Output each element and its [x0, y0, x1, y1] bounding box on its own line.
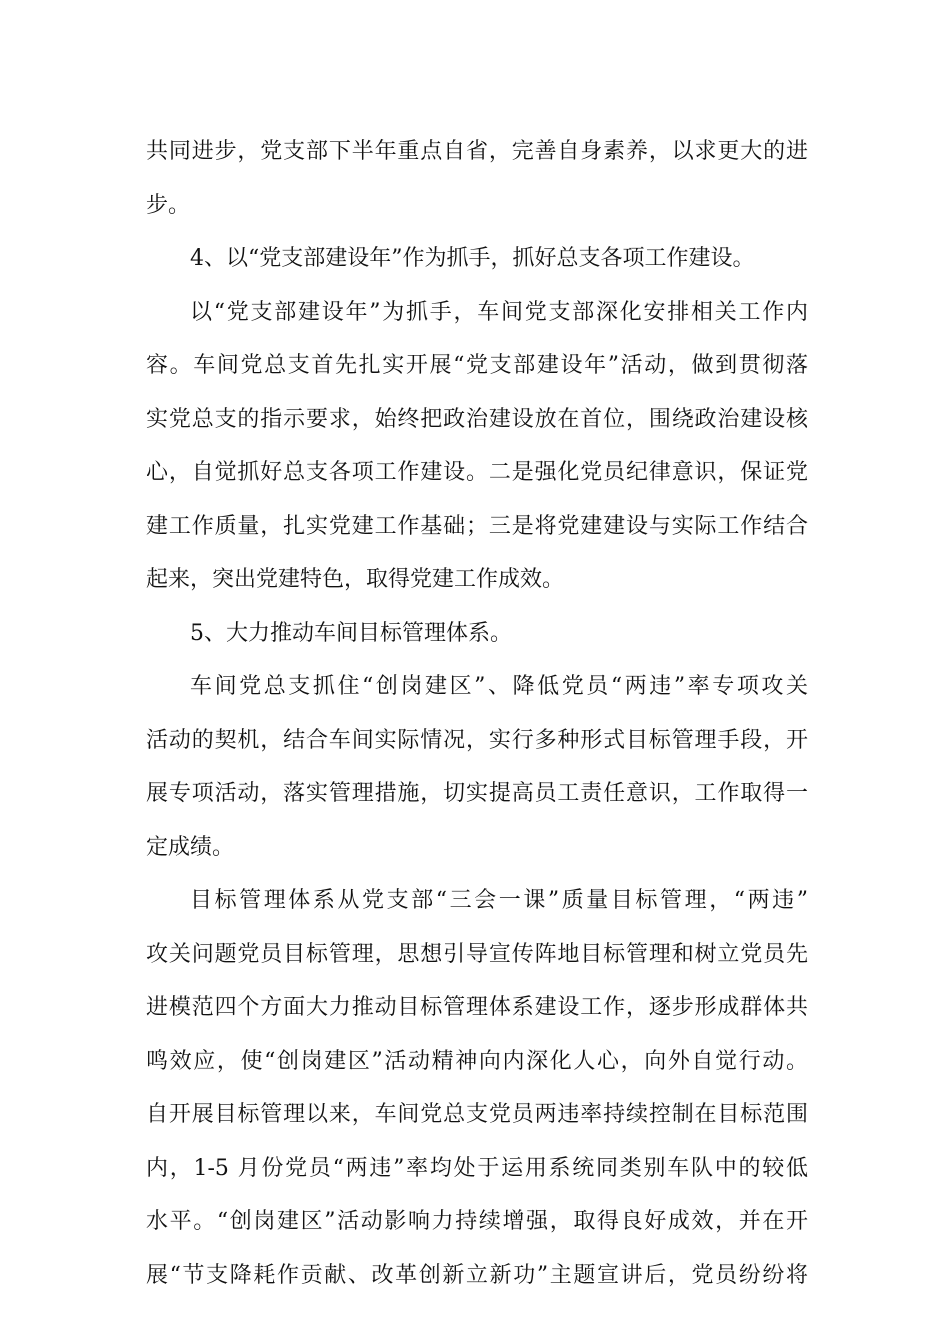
text-line: 容。车间党总支首先扎实开展“党支部建设年”活动，做到贯彻落	[146, 353, 808, 378]
paragraph	[146, 232, 808, 286]
text-line: 水平。“创岗建区”活动影响力持续增强，取得良好成效，并在开	[146, 1209, 808, 1234]
text-line: 起来，突出党建特色，取得党建工作成效。	[146, 567, 565, 592]
paragraph	[146, 125, 808, 232]
text-line: 定成绩。	[146, 834, 235, 860]
text-line: 步。	[146, 192, 191, 218]
text-line: 共同进步，党支部下半年重点自省，完善自身素养，以求更大的进	[146, 139, 808, 164]
text-line: 活动的契机，结合车间实际情况，实行多种形式目标管理手段，开	[146, 727, 808, 753]
paragraph	[146, 874, 808, 1302]
text-line: 进模范四个方面大力推动目标管理体系建设工作，逐步形成群体共	[146, 995, 808, 1020]
text-line: 实党总支的指示要求，始终把政治建设放在首位，围绕政治建设核	[146, 406, 808, 432]
text-line: 建工作质量，扎实党建工作基础；三是将党建建设与实际工作结合	[146, 513, 808, 539]
text-line: 4、以“党支部建设年”作为抓手，抓好总支各项工作建设。	[190, 246, 755, 271]
text-line: 内，1-5 月份党员“两违”率均处于运用系统同类别车队中的较低	[146, 1155, 808, 1181]
text-line: 展专项活动，落实管理措施，切实提高员工责任意识，工作取得一	[146, 781, 808, 806]
paragraph	[146, 660, 808, 874]
paragraph	[146, 607, 808, 661]
text-line: 心，自觉抓好总支各项工作建设。二是强化党员纪律意识，保证党	[146, 460, 808, 485]
text-line: 目标管理体系从党支部“三会一课”质量目标管理，“两违”	[190, 888, 808, 913]
text-line: 展“节支降耗作贡献、改革创新立新功”主题宣讲后，党员纷纷将	[146, 1262, 808, 1288]
text-line: 以“党支部建设年”为抓手，车间党支部深化安排相关工作内	[190, 299, 808, 325]
paragraph	[146, 286, 808, 607]
text-line: 鸣效应，使“创岗建区”活动精神向内深化人心，向外自觉行动。	[146, 1048, 808, 1074]
text-line: 攻关问题党员目标管理，思想引导宣传阵地目标管理和树立党员先	[146, 941, 808, 967]
text-line: 自开展目标管理以来，车间党总支党员两违率持续控制在目标范围	[146, 1102, 808, 1127]
text-line: 车间党总支抓住“创岗建区”、降低党员“两违”率专项攻关	[190, 674, 808, 699]
text-line: 5、大力推动车间目标管理体系。	[190, 620, 512, 646]
document-body	[146, 125, 808, 1302]
